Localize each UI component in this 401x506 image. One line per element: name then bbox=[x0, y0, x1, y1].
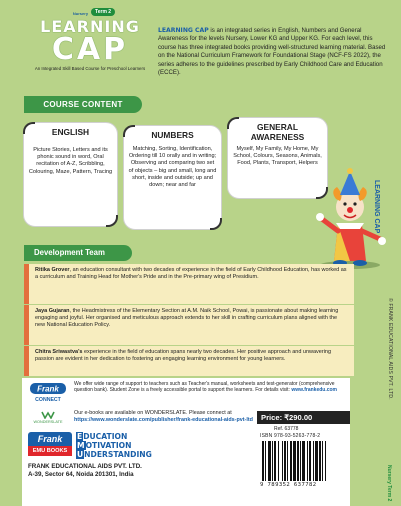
frank-connect-logo bbox=[28, 381, 68, 405]
barcode-bar bbox=[287, 441, 288, 481]
badge-nursery: Nursery bbox=[72, 11, 89, 16]
general-awareness-text: Myself, My Family, My Home, My School, Colours, Seasons, Animals, Food, Plants, Transport, Helpers bbox=[233, 146, 322, 167]
member-name: Ritika Grover bbox=[35, 267, 70, 273]
publisher-info bbox=[28, 463, 142, 478]
ws-description: Our e-books are available on WONDERSLATE. Please connect at bbox=[74, 410, 232, 416]
barcode-bar bbox=[268, 441, 271, 481]
barcode-bar bbox=[284, 441, 286, 481]
badge-term: Term 2 bbox=[91, 8, 115, 16]
numbers-text: Matching, Sorting, Identification, Ordering till 10 orally and in writing; Observing and comparing two set of objects – big and small, long and short, inside and outside; up and down; near and far bbox=[128, 146, 217, 189]
emu-initial: U bbox=[77, 450, 84, 459]
frank-connect-text bbox=[74, 381, 344, 393]
barcode-icon bbox=[260, 441, 348, 481]
member-text: , an education consultant with two decades of experience in the field of Early Childhood Education, has worked as a curriculum and Training Head for Mother's Pride and in the Pre-primary wing of Presidium. bbox=[35, 267, 347, 281]
barcode-bar bbox=[265, 441, 266, 481]
emu-tagline bbox=[76, 432, 152, 459]
spine-level: Nursery Term 2 bbox=[386, 465, 392, 502]
wonderslate-label: WONDERSLATE bbox=[33, 420, 63, 424]
corner-decoration bbox=[210, 218, 222, 230]
intro-paragraph bbox=[158, 27, 390, 77]
ref-number: Ref. 63778 bbox=[274, 426, 299, 432]
barcode-bar bbox=[262, 441, 264, 481]
member-text: , the Headmistress of the Elementary Section at A.M. Naik School, Powai, is passionate about making learning engaging and joyful. Her organised and meticulous approach extends to her skill in crafting curriculum plans aligned with the new National Education Policy. bbox=[35, 308, 339, 329]
barcode-bar bbox=[282, 441, 283, 481]
logo-subtitle: An Integrated Skill Based Course for Preschool Learners bbox=[34, 66, 146, 71]
series-logo bbox=[24, 8, 156, 71]
barcode-bar bbox=[274, 441, 276, 481]
fc-logo-bottom: CONNECT bbox=[35, 397, 61, 403]
course-content-heading: COURSE CONTENT bbox=[24, 96, 142, 113]
barcode-bar bbox=[272, 441, 273, 481]
wonderslate-icon bbox=[41, 411, 55, 419]
clown-illustration bbox=[300, 165, 400, 270]
frank-emu-logo bbox=[28, 432, 72, 460]
development-team-heading: Development Team bbox=[24, 245, 132, 261]
price-label: Price: ₹290.00 bbox=[257, 411, 350, 424]
wonderslate-link[interactable]: https://www.wonderslate.com/publisher/frank-educational-aids-pvt-ltd bbox=[74, 416, 253, 423]
intro-brand: LEARNING CAP bbox=[158, 27, 209, 34]
emu-initial: E bbox=[77, 432, 83, 441]
emu-line bbox=[76, 432, 152, 441]
spine-brand: LEARNING CAP bbox=[373, 180, 380, 234]
barcode-bar bbox=[293, 441, 296, 481]
frank-logo-bottom: EMU BOOKS bbox=[28, 446, 72, 456]
corner-decoration bbox=[106, 215, 118, 227]
emu-line bbox=[76, 441, 152, 450]
corner-decoration bbox=[227, 117, 239, 129]
barcode-bar bbox=[297, 441, 299, 481]
emu-rest: OTIVATION bbox=[85, 441, 132, 450]
barcode-bar bbox=[315, 441, 318, 481]
logo-learning: LEARNING bbox=[40, 17, 140, 36]
barcode-digits: 9 789352 637782 bbox=[260, 482, 317, 488]
member-name: Chitra Sriwastva's bbox=[35, 349, 83, 355]
fc-description: We offer wide range of support to teachers such as Teacher's manual, worksheets and test-generator (comprehensive question bank). Student Zone is a freely accessible portal to support the learners. For details visit: bbox=[74, 381, 335, 394]
corner-decoration bbox=[23, 122, 35, 134]
frankedu-link[interactable]: www.frankedu.com bbox=[291, 387, 338, 394]
emu-rest: DUCATION bbox=[83, 432, 128, 441]
spine-publisher: © FRANK EDUCATIONAL AIDS PVT. LTD. bbox=[387, 298, 393, 400]
member-text: experience in the field of education spans nearly two decades. Her positive approach and unwavering passion are evident in her dedication to fostering an engaging learning environment for young learners. bbox=[35, 349, 332, 363]
publisher-name: FRANK EDUCATIONAL AIDS PVT. LTD. bbox=[28, 463, 142, 470]
emu-line bbox=[76, 450, 152, 459]
team-member-bio bbox=[24, 305, 354, 345]
publisher-address: A-39, Sector 64, Noida 201301, India bbox=[28, 470, 134, 478]
member-name: Jaya Gujaran bbox=[35, 308, 70, 314]
barcode-bar bbox=[278, 441, 279, 481]
numbers-title: NUMBERS bbox=[151, 130, 194, 140]
team-member-bio bbox=[24, 346, 354, 376]
corner-decoration bbox=[123, 125, 135, 137]
frank-logo-top: Frank bbox=[28, 432, 72, 446]
barcode-bar bbox=[309, 441, 311, 481]
english-box bbox=[23, 122, 118, 227]
team-member-bio bbox=[24, 264, 354, 304]
barcode-bar bbox=[307, 441, 308, 481]
barcode-bar bbox=[325, 441, 326, 481]
wonderslate-logo bbox=[28, 411, 68, 425]
level-badges bbox=[32, 8, 156, 16]
english-title: ENGLISH bbox=[51, 127, 90, 137]
numbers-box bbox=[123, 125, 222, 230]
barcode-bar bbox=[290, 441, 292, 481]
emu-rest: NDERSTANDING bbox=[84, 450, 152, 459]
isbn-text: ISBN 978-93-5263-778-2 bbox=[260, 433, 321, 439]
barcode-bar bbox=[300, 441, 301, 481]
emu-initial: M bbox=[77, 441, 85, 450]
fc-logo-top: Frank bbox=[37, 384, 59, 394]
barcode-bar bbox=[322, 441, 323, 481]
barcode-bar bbox=[319, 441, 321, 481]
general-awareness-title: GENERAL AWARENESS bbox=[250, 122, 305, 142]
intro-text: is an integrated series in English, Numbers and General Awareness for the levels Nursery, Lower KG and Upper KG. For each level, this course has three integrated books providing well-structured learning material. Based on the National Curriculum Framework for Foundational Stage (NCF-FS 2022), the series adheres to the guidelines prescribed by Early Childhood Care and Education (ECCE). bbox=[158, 27, 386, 77]
barcode-bar bbox=[313, 441, 314, 481]
logo-cap: CAP bbox=[51, 32, 129, 67]
english-text: Picture Stories, Letters and its phonic sound in word, Oral recitation of A-Z, Scribbling, Colouring, Maze, Pattern, Tracing bbox=[28, 147, 113, 175]
barcode-bar bbox=[302, 441, 305, 481]
